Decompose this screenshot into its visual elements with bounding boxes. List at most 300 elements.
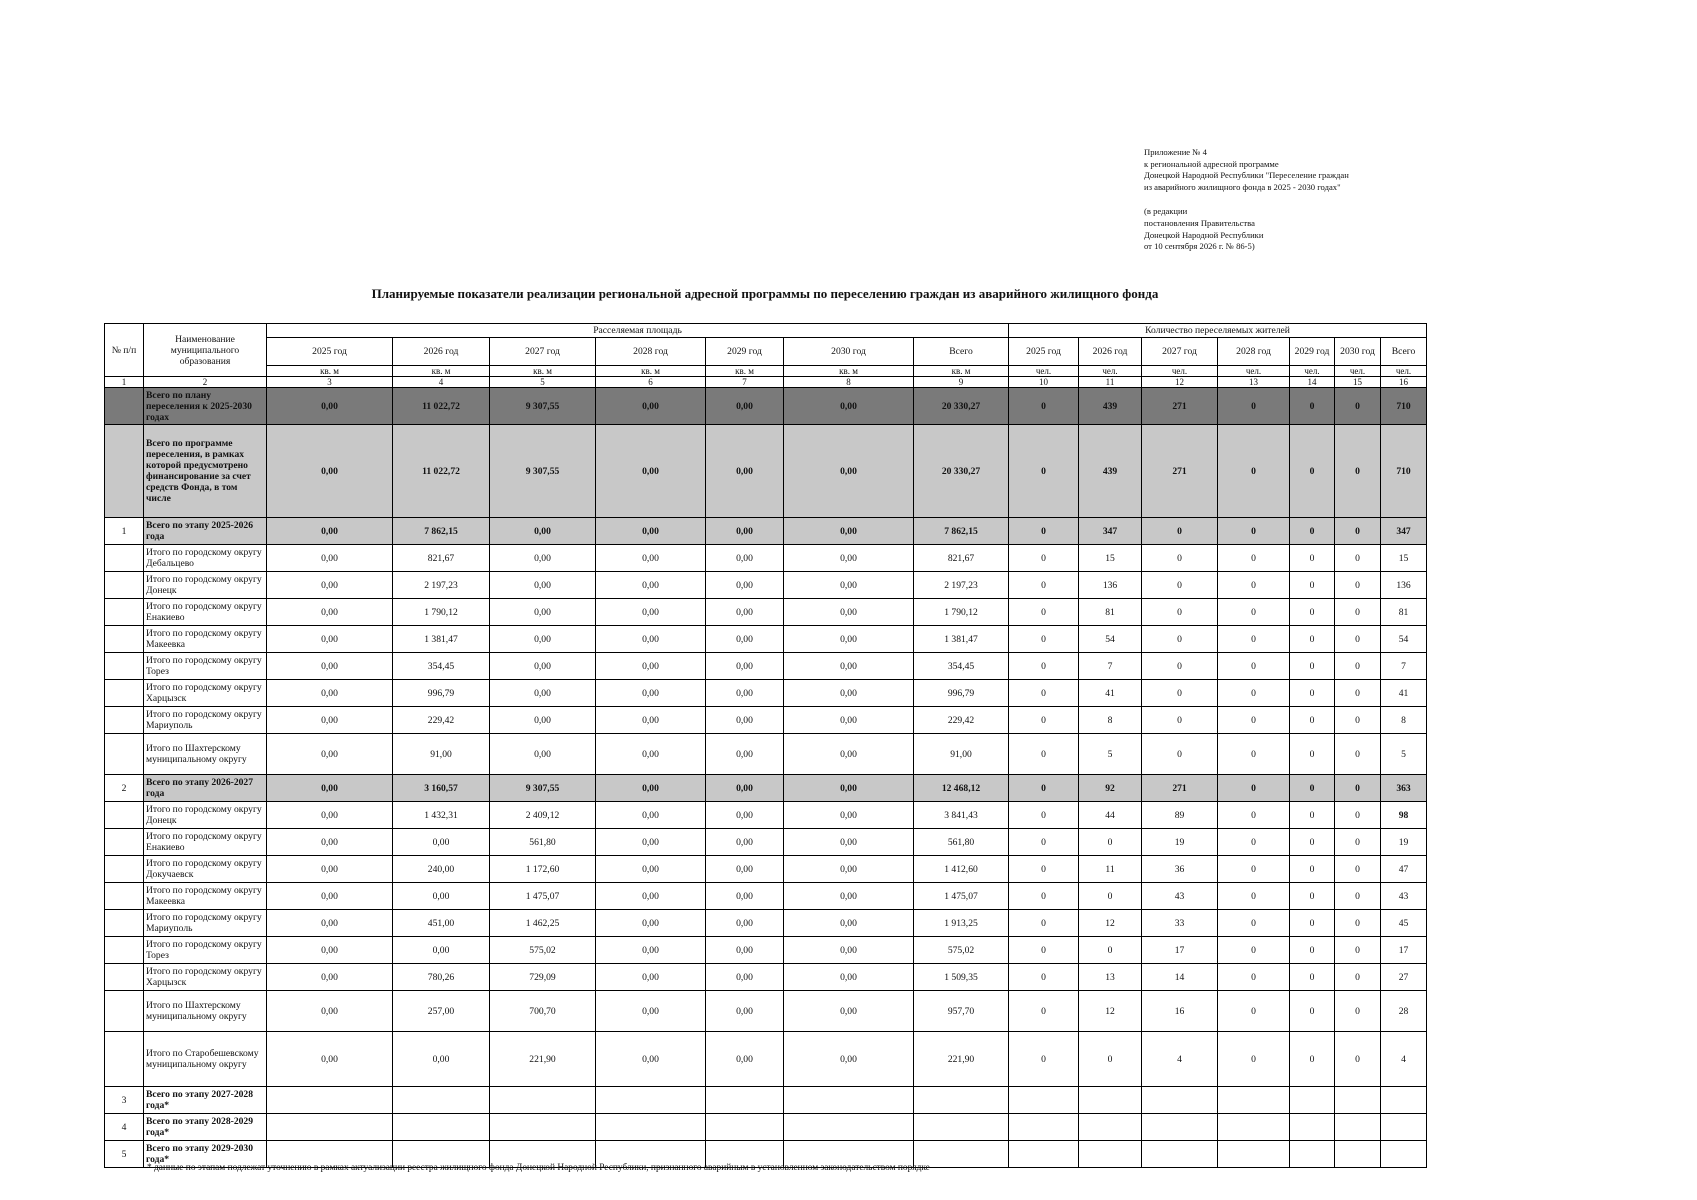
- table-row: [105, 626, 1427, 653]
- people-value: 0: [1335, 829, 1381, 856]
- table-row: [105, 734, 1427, 775]
- area-value: 0,00: [267, 991, 393, 1032]
- row-index: [105, 572, 144, 599]
- area-value: 0,00: [267, 425, 393, 518]
- people-value: 0: [1218, 599, 1290, 626]
- row-index: 1: [105, 518, 144, 545]
- people-value: 0: [1218, 707, 1290, 734]
- people-value: 0: [1290, 680, 1335, 707]
- area-value: 0,00: [596, 626, 706, 653]
- people-value: 0: [1142, 626, 1218, 653]
- area-value: 575,02: [490, 937, 596, 964]
- people-value: [1218, 1141, 1290, 1168]
- area-value: 0,00: [596, 856, 706, 883]
- area-value: [393, 1114, 490, 1141]
- area-value: 0,00: [706, 883, 784, 910]
- people-value: 0: [1290, 775, 1335, 802]
- people-value: 5: [1079, 734, 1142, 775]
- area-value: 0,00: [596, 910, 706, 937]
- people-value: 0: [1009, 653, 1079, 680]
- row-name: Итого по городскому округу Макеевка: [144, 626, 267, 653]
- area-value: 0,00: [267, 964, 393, 991]
- header-column-number: 5: [490, 377, 596, 388]
- header-column-number: 2: [144, 377, 267, 388]
- people-value: [1381, 1114, 1427, 1141]
- people-value: 14: [1142, 964, 1218, 991]
- area-value: 1 432,31: [393, 802, 490, 829]
- header-area-unit: кв. м: [914, 366, 1009, 377]
- people-value: 0: [1218, 964, 1290, 991]
- row-name: Итого по Шахтерскому муниципальному округу: [144, 991, 267, 1032]
- table-row: [105, 991, 1427, 1032]
- people-value: 0: [1335, 802, 1381, 829]
- area-value: 1 475,07: [490, 883, 596, 910]
- people-value: 4: [1381, 1032, 1427, 1087]
- area-value: 0,00: [596, 572, 706, 599]
- header-area-year: 2025 год: [267, 338, 393, 366]
- header-area-unit: кв. м: [393, 366, 490, 377]
- area-value: 257,00: [393, 991, 490, 1032]
- table-row: [105, 775, 1427, 802]
- people-value: 0: [1335, 707, 1381, 734]
- header-column-number: 15: [1335, 377, 1381, 388]
- header-area-unit: кв. м: [784, 366, 914, 377]
- header-column-number: 13: [1218, 377, 1290, 388]
- people-value: 0: [1335, 775, 1381, 802]
- area-value: 0,00: [490, 734, 596, 775]
- people-value: 54: [1079, 626, 1142, 653]
- header-area-year: 2027 год: [490, 338, 596, 366]
- people-value: 0: [1335, 910, 1381, 937]
- people-value: 0: [1335, 572, 1381, 599]
- area-value: 9 307,55: [490, 775, 596, 802]
- row-index: [105, 626, 144, 653]
- people-value: 0: [1009, 518, 1079, 545]
- people-value: 0: [1290, 388, 1335, 425]
- people-value: 89: [1142, 802, 1218, 829]
- people-value: 0: [1335, 883, 1381, 910]
- header-people-year: 2025 год: [1009, 338, 1079, 366]
- area-value: 0,00: [596, 599, 706, 626]
- area-value: 0,00: [490, 653, 596, 680]
- area-value: 0,00: [490, 518, 596, 545]
- area-value: 229,42: [914, 707, 1009, 734]
- table-row: [105, 707, 1427, 734]
- area-value: 0,00: [706, 707, 784, 734]
- row-name: Всего по этапу 2027-2028 года*: [144, 1087, 267, 1114]
- people-value: 0: [1335, 626, 1381, 653]
- people-value: 41: [1381, 680, 1427, 707]
- table-row: [105, 883, 1427, 910]
- row-index: [105, 883, 144, 910]
- people-value: 0: [1218, 1032, 1290, 1087]
- area-value: 0,00: [706, 856, 784, 883]
- people-value: 0: [1142, 680, 1218, 707]
- area-value: 11 022,72: [393, 388, 490, 425]
- people-value: 0: [1218, 680, 1290, 707]
- people-value: 15: [1381, 545, 1427, 572]
- area-value: 0,00: [596, 425, 706, 518]
- area-value: 0,00: [267, 734, 393, 775]
- people-value: 41: [1079, 680, 1142, 707]
- people-value: 0: [1218, 802, 1290, 829]
- people-value: 19: [1142, 829, 1218, 856]
- header-area-unit: кв. м: [267, 366, 393, 377]
- people-value: 0: [1142, 545, 1218, 572]
- table-row: [105, 1114, 1427, 1141]
- area-value: 0,00: [784, 991, 914, 1032]
- people-value: 0: [1009, 680, 1079, 707]
- area-value: 0,00: [784, 545, 914, 572]
- row-index: [105, 856, 144, 883]
- people-value: 0: [1009, 802, 1079, 829]
- table-row: [105, 425, 1427, 518]
- area-value: 0,00: [706, 626, 784, 653]
- people-value: 43: [1142, 883, 1218, 910]
- area-value: 1 462,25: [490, 910, 596, 937]
- area-value: 240,00: [393, 856, 490, 883]
- people-value: 0: [1290, 910, 1335, 937]
- row-name: Всего по этапу 2026-2027 года: [144, 775, 267, 802]
- people-value: 0: [1335, 425, 1381, 518]
- area-value: 1 475,07: [914, 883, 1009, 910]
- area-value: 0,00: [706, 599, 784, 626]
- row-name: Итого по городскому округу Торез: [144, 653, 267, 680]
- people-value: 17: [1142, 937, 1218, 964]
- people-value: 44: [1079, 802, 1142, 829]
- area-value: [267, 1087, 393, 1114]
- header-area-year: 2026 год: [393, 338, 490, 366]
- people-value: 0: [1142, 653, 1218, 680]
- header-people-unit: чел.: [1142, 366, 1218, 377]
- area-value: 0,00: [596, 388, 706, 425]
- area-value: 0,00: [706, 910, 784, 937]
- header-column-number: 8: [784, 377, 914, 388]
- header-area-year: 2030 год: [784, 338, 914, 366]
- row-index: [105, 991, 144, 1032]
- area-value: 0,00: [596, 775, 706, 802]
- edition-line: Донецкой Народной Республики: [1144, 229, 1264, 240]
- row-name: Итого по городскому округу Енакиево: [144, 599, 267, 626]
- area-value: 0,00: [267, 707, 393, 734]
- header-row-years: [105, 338, 1427, 366]
- people-value: 0: [1079, 883, 1142, 910]
- area-value: 1 790,12: [914, 599, 1009, 626]
- area-value: 0,00: [267, 626, 393, 653]
- people-value: 0: [1218, 626, 1290, 653]
- people-value: [1290, 1114, 1335, 1141]
- area-value: [784, 1114, 914, 1141]
- people-value: 12: [1079, 910, 1142, 937]
- area-value: 0,00: [706, 572, 784, 599]
- people-value: 92: [1079, 775, 1142, 802]
- area-value: [267, 1114, 393, 1141]
- row-name: Всего по плану переселения к 2025-2030 годах: [144, 388, 267, 425]
- area-value: 0,00: [596, 964, 706, 991]
- people-value: 98: [1381, 802, 1427, 829]
- area-value: 0,00: [706, 388, 784, 425]
- area-value: 821,67: [393, 545, 490, 572]
- people-value: [1335, 1087, 1381, 1114]
- people-value: [1142, 1087, 1218, 1114]
- area-value: 1 172,60: [490, 856, 596, 883]
- row-name: Всего по этапу 2025-2026 года: [144, 518, 267, 545]
- people-value: 17: [1381, 937, 1427, 964]
- people-value: 0: [1335, 964, 1381, 991]
- people-value: 47: [1381, 856, 1427, 883]
- people-value: 12: [1079, 991, 1142, 1032]
- people-value: 0: [1290, 572, 1335, 599]
- row-index: [105, 829, 144, 856]
- row-index: [105, 599, 144, 626]
- indicators-table: [104, 323, 1427, 1168]
- area-value: 0,00: [706, 653, 784, 680]
- area-value: 0,00: [596, 829, 706, 856]
- people-value: 0: [1218, 388, 1290, 425]
- people-value: 0: [1218, 991, 1290, 1032]
- header-people-group: Количество переселяемых жителей: [1009, 324, 1427, 338]
- area-value: 0,00: [706, 775, 784, 802]
- row-index: [105, 680, 144, 707]
- people-value: 8: [1079, 707, 1142, 734]
- header-column-number: 16: [1381, 377, 1427, 388]
- people-value: [1009, 1087, 1079, 1114]
- area-value: 0,00: [784, 964, 914, 991]
- people-value: 0: [1335, 1032, 1381, 1087]
- header-column-number: 7: [706, 377, 784, 388]
- header-num: № п/п: [105, 324, 144, 377]
- people-value: 36: [1142, 856, 1218, 883]
- people-value: 0: [1009, 626, 1079, 653]
- people-value: 271: [1142, 425, 1218, 518]
- area-value: 0,00: [784, 626, 914, 653]
- people-value: 0: [1218, 518, 1290, 545]
- area-value: 0,00: [393, 1032, 490, 1087]
- people-value: 0: [1009, 1032, 1079, 1087]
- row-index: [105, 937, 144, 964]
- people-value: 81: [1079, 599, 1142, 626]
- people-value: [1381, 1087, 1427, 1114]
- row-name: Всего по этапу 2029-2030 года*: [144, 1141, 267, 1168]
- area-value: 561,80: [490, 829, 596, 856]
- people-value: 54: [1381, 626, 1427, 653]
- table-row: [105, 829, 1427, 856]
- row-name: Всего по программе переселения, в рамках которой предусмотрено финансирование за счет средств Фонда, в том числе: [144, 425, 267, 518]
- people-value: 0: [1290, 599, 1335, 626]
- table-row: [105, 572, 1427, 599]
- appendix-line: к региональной адресной программе: [1144, 158, 1279, 169]
- area-value: 0,00: [784, 653, 914, 680]
- footnote: * данные по этапам подлежат уточнению в рамках актуализации реестра жилищного фонда Донецкой Народной Республики, признанного аварийным в установленном законодательством порядке: [147, 1163, 930, 1173]
- row-index: 4: [105, 1114, 144, 1141]
- people-value: 0: [1218, 425, 1290, 518]
- people-value: 0: [1335, 599, 1381, 626]
- people-value: [1142, 1114, 1218, 1141]
- header-area-year: Всего: [914, 338, 1009, 366]
- people-value: 0: [1009, 991, 1079, 1032]
- header-people-year: 2026 год: [1079, 338, 1142, 366]
- header-people-unit: чел.: [1009, 366, 1079, 377]
- people-value: 0: [1290, 653, 1335, 680]
- people-value: 0: [1218, 653, 1290, 680]
- appendix-note: [1144, 147, 1349, 253]
- table-row: [105, 545, 1427, 572]
- people-value: 81: [1381, 599, 1427, 626]
- area-value: 957,70: [914, 991, 1009, 1032]
- people-value: [1218, 1114, 1290, 1141]
- area-value: 0,00: [706, 545, 784, 572]
- row-name: Итого по городскому округу Харцызск: [144, 680, 267, 707]
- edition-line: постановления Правительства: [1144, 217, 1255, 228]
- header-area-year: 2028 год: [596, 338, 706, 366]
- people-value: 0: [1009, 964, 1079, 991]
- edition-line: (в редакции: [1144, 206, 1188, 217]
- row-index: [105, 388, 144, 425]
- area-value: 0,00: [596, 937, 706, 964]
- area-value: 221,90: [914, 1032, 1009, 1087]
- area-value: 0,00: [267, 883, 393, 910]
- people-value: 0: [1009, 775, 1079, 802]
- header-people-unit: чел.: [1290, 366, 1335, 377]
- area-value: 0,00: [706, 1032, 784, 1087]
- people-value: 0: [1009, 599, 1079, 626]
- people-value: [1335, 1141, 1381, 1168]
- people-value: 0: [1009, 545, 1079, 572]
- area-value: 0,00: [596, 802, 706, 829]
- people-value: 271: [1142, 775, 1218, 802]
- people-value: 33: [1142, 910, 1218, 937]
- area-value: 12 468,12: [914, 775, 1009, 802]
- area-value: 0,00: [784, 829, 914, 856]
- area-value: 0,00: [267, 599, 393, 626]
- area-value: 0,00: [596, 883, 706, 910]
- area-value: [784, 1087, 914, 1114]
- people-value: 0: [1142, 572, 1218, 599]
- people-value: 15: [1079, 545, 1142, 572]
- header-area-group: Расселяемая площадь: [267, 324, 1009, 338]
- header-row-column-numbers: [105, 377, 1427, 388]
- people-value: 136: [1381, 572, 1427, 599]
- header-column-number: 10: [1009, 377, 1079, 388]
- table-row: [105, 599, 1427, 626]
- people-value: 0: [1009, 734, 1079, 775]
- header-people-unit: чел.: [1218, 366, 1290, 377]
- people-value: [1290, 1141, 1335, 1168]
- area-value: 0,00: [706, 802, 784, 829]
- people-value: 0: [1009, 707, 1079, 734]
- header-people-year: Всего: [1381, 338, 1427, 366]
- people-value: 347: [1079, 518, 1142, 545]
- area-value: 2 197,23: [393, 572, 490, 599]
- header-column-number: 9: [914, 377, 1009, 388]
- people-value: 0: [1218, 734, 1290, 775]
- area-value: 0,00: [706, 829, 784, 856]
- area-value: 0,00: [596, 707, 706, 734]
- people-value: 0: [1009, 829, 1079, 856]
- people-value: [1009, 1141, 1079, 1168]
- area-value: 561,80: [914, 829, 1009, 856]
- people-value: 0: [1142, 734, 1218, 775]
- people-value: 0: [1218, 856, 1290, 883]
- area-value: 7 862,15: [393, 518, 490, 545]
- area-value: 0,00: [267, 572, 393, 599]
- header-people-unit: чел.: [1335, 366, 1381, 377]
- people-value: [1079, 1114, 1142, 1141]
- people-value: 0: [1290, 829, 1335, 856]
- area-value: 9 307,55: [490, 425, 596, 518]
- area-value: 780,26: [393, 964, 490, 991]
- area-value: 0,00: [267, 775, 393, 802]
- people-value: 16: [1142, 991, 1218, 1032]
- area-value: 0,00: [596, 1032, 706, 1087]
- area-value: 2 197,23: [914, 572, 1009, 599]
- people-value: 0: [1290, 802, 1335, 829]
- row-index: [105, 707, 144, 734]
- people-value: 0: [1290, 734, 1335, 775]
- people-value: [1079, 1141, 1142, 1168]
- area-value: 0,00: [596, 545, 706, 572]
- area-value: 0,00: [267, 802, 393, 829]
- row-name: Итого по городскому округу Мариуполь: [144, 910, 267, 937]
- people-value: 0: [1335, 991, 1381, 1032]
- people-value: 0: [1218, 545, 1290, 572]
- people-value: 439: [1079, 425, 1142, 518]
- people-value: 0: [1218, 572, 1290, 599]
- area-value: 0,00: [784, 425, 914, 518]
- people-value: 710: [1381, 388, 1427, 425]
- people-value: 7: [1079, 653, 1142, 680]
- people-value: 27: [1381, 964, 1427, 991]
- area-value: [706, 1087, 784, 1114]
- area-value: 0,00: [267, 653, 393, 680]
- area-value: 1 381,47: [914, 626, 1009, 653]
- area-value: 0,00: [393, 937, 490, 964]
- header-people-year: 2027 год: [1142, 338, 1218, 366]
- area-value: 0,00: [784, 775, 914, 802]
- area-value: 996,79: [914, 680, 1009, 707]
- people-value: [1079, 1087, 1142, 1114]
- area-value: 354,45: [393, 653, 490, 680]
- row-index: [105, 1032, 144, 1087]
- area-value: [490, 1114, 596, 1141]
- area-value: 0,00: [706, 991, 784, 1032]
- table-row: [105, 910, 1427, 937]
- area-value: 20 330,27: [914, 425, 1009, 518]
- area-value: [596, 1087, 706, 1114]
- people-value: [1218, 1087, 1290, 1114]
- header-column-number: 11: [1079, 377, 1142, 388]
- row-index: [105, 545, 144, 572]
- row-index: [105, 734, 144, 775]
- area-value: 0,00: [706, 734, 784, 775]
- people-value: 0: [1009, 937, 1079, 964]
- people-value: 271: [1142, 388, 1218, 425]
- area-value: 0,00: [784, 883, 914, 910]
- people-value: 0: [1079, 829, 1142, 856]
- area-value: 9 307,55: [490, 388, 596, 425]
- area-value: 0,00: [706, 425, 784, 518]
- area-value: 0,00: [784, 572, 914, 599]
- row-name: Итого по городскому округу Мариуполь: [144, 707, 267, 734]
- area-value: [596, 1114, 706, 1141]
- header-people-year: 2029 год: [1290, 338, 1335, 366]
- area-value: 0,00: [596, 991, 706, 1032]
- people-value: 0: [1290, 545, 1335, 572]
- header-column-number: 12: [1142, 377, 1218, 388]
- table-row: [105, 856, 1427, 883]
- row-index: [105, 653, 144, 680]
- people-value: 0: [1335, 518, 1381, 545]
